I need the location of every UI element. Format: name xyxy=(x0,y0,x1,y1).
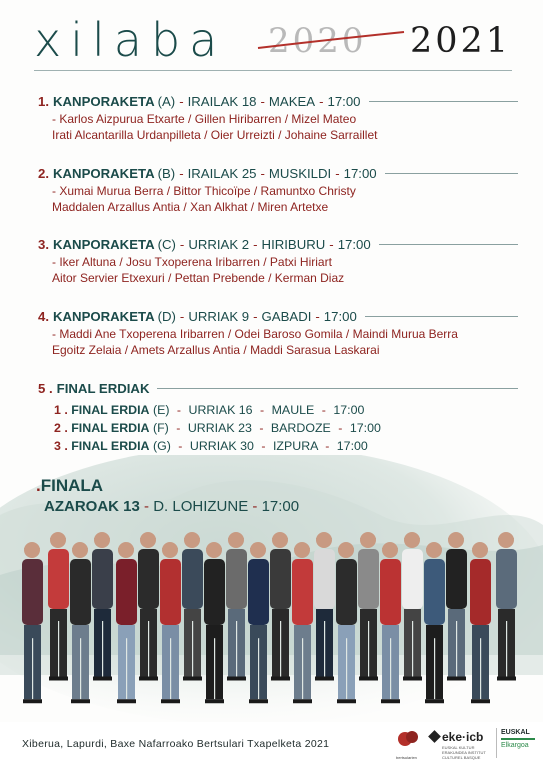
person-figure xyxy=(92,532,113,681)
round-place: MUSKILDI xyxy=(268,166,332,181)
person-shirt xyxy=(496,549,517,609)
person-shoes xyxy=(49,677,68,681)
person-shoes xyxy=(271,677,290,681)
person-head xyxy=(250,542,266,558)
semifinal-label: FINAL ERDIA xyxy=(71,421,150,435)
divider-line xyxy=(379,244,518,245)
person-head xyxy=(338,542,354,558)
person-head xyxy=(24,542,40,558)
round-letter: (C) xyxy=(157,237,176,252)
participants-line: Egoitz Zelaia / Amets Arzallus Antia / Maddi Sarasua Laskarai xyxy=(52,342,380,357)
person-head xyxy=(118,542,134,558)
round-place: MAKEA xyxy=(268,94,316,109)
person-shoes xyxy=(337,699,356,703)
person-shoes xyxy=(425,699,444,703)
round-label: KANPORAKETA xyxy=(53,166,155,181)
person-shirt xyxy=(22,559,43,625)
semifinal-e xyxy=(54,402,364,418)
person-shirt xyxy=(446,549,467,609)
divider-line xyxy=(385,173,518,174)
separator: - xyxy=(321,403,326,417)
person-leg-gap xyxy=(324,621,325,677)
person-leg-gap xyxy=(480,638,481,699)
person-figure xyxy=(70,542,91,703)
person-head xyxy=(498,532,514,548)
round-title xyxy=(38,93,518,110)
person-shirt xyxy=(116,559,137,625)
person-head xyxy=(94,532,110,548)
round-date: IRAILAK 25 xyxy=(187,166,257,181)
participants xyxy=(52,184,518,215)
person-shoes xyxy=(381,699,400,703)
bertsularien-logo-text: bertsularien xyxy=(396,755,417,760)
person-figure xyxy=(116,542,137,703)
separator: - xyxy=(260,94,265,109)
round-letter: (A) xyxy=(157,94,176,109)
person-figure xyxy=(402,532,423,681)
semifinal-place: IZPURA xyxy=(272,439,318,453)
person-shoes xyxy=(315,677,334,681)
person-leg-gap xyxy=(236,621,237,677)
person-shirt xyxy=(380,559,401,625)
round-title xyxy=(38,236,518,253)
person-shirt xyxy=(48,549,69,609)
separator: - xyxy=(176,421,181,435)
final-date: AZAROAK 13 xyxy=(44,498,140,515)
participants xyxy=(52,327,518,358)
person-figure xyxy=(446,532,467,681)
final-place: D. LOHIZUNE xyxy=(153,498,249,515)
person-shirt xyxy=(402,549,423,609)
round-number: 5 . xyxy=(38,381,53,396)
person-shirt xyxy=(270,549,291,609)
round-number: 3. xyxy=(38,237,49,252)
year-2021: 2021 xyxy=(410,21,512,61)
person-shoes xyxy=(249,699,268,703)
round-label: KANPORAKETA xyxy=(53,94,155,109)
round-title xyxy=(38,308,518,325)
separator: - xyxy=(325,439,330,453)
divider-line xyxy=(369,101,519,102)
round-place: HIRIBURU xyxy=(261,237,326,252)
person-leg-gap xyxy=(192,621,193,677)
semifinal-time: 17:00 xyxy=(349,421,381,435)
final-title xyxy=(36,476,103,496)
person-leg-gap xyxy=(368,621,369,677)
round-label: KANPORAKETA xyxy=(53,237,155,252)
person-leg-gap xyxy=(456,621,457,677)
final-dot: . xyxy=(36,476,41,495)
participants-line: - Maddi Ane Txoperena Iribarren / Odei Baroso Gomila / Maindi Murua Berra xyxy=(52,327,458,341)
separator: - xyxy=(253,309,258,324)
semifinals-label: FINAL ERDIAK xyxy=(56,381,150,396)
semifinal-label: FINAL ERDIA xyxy=(71,439,150,453)
separator: - xyxy=(335,166,340,181)
person-shoes xyxy=(139,677,158,681)
participants xyxy=(52,112,518,143)
person-shoes xyxy=(205,699,224,703)
person-figure xyxy=(270,532,291,681)
person-figure xyxy=(336,542,357,703)
bertsularien-logo-icon xyxy=(396,728,422,750)
person-figure xyxy=(138,532,159,681)
xilaba-logo: xilaba xyxy=(34,13,227,67)
person-figure xyxy=(182,532,203,681)
person-figure xyxy=(160,542,181,703)
person-head xyxy=(404,532,420,548)
round-letter: (D) xyxy=(157,309,176,324)
person-leg-gap xyxy=(126,638,127,699)
person-shirt xyxy=(160,559,181,625)
participants xyxy=(52,255,518,286)
separator: - xyxy=(178,439,183,453)
round-number: 2. xyxy=(38,166,49,181)
person-shirt xyxy=(358,549,379,609)
person-figure xyxy=(470,542,491,703)
round-b xyxy=(38,165,518,215)
eke-icb-logo xyxy=(430,728,490,758)
round-time: 17:00 xyxy=(343,166,377,181)
semifinal-number: 1 . xyxy=(54,403,68,417)
semifinal-letter: (G) xyxy=(152,439,171,453)
participants-line: - Xumai Murua Berra / Bittor Thicoïpe / Ramuntxo Christy xyxy=(52,184,356,198)
person-shoes xyxy=(471,699,490,703)
person-head xyxy=(316,532,332,548)
person-leg-gap xyxy=(302,638,303,699)
round-place: GABADI xyxy=(261,309,312,324)
separator: - xyxy=(260,403,265,417)
semifinal-label: FINAL ERDIA xyxy=(71,403,150,417)
elkargoa-text: Elkargoa xyxy=(501,742,529,749)
divider-line xyxy=(157,388,518,389)
round-date: IRAILAK 18 xyxy=(187,94,257,109)
semifinals-header xyxy=(38,380,518,397)
person-shirt xyxy=(226,549,247,609)
separator: - xyxy=(179,94,184,109)
person-leg-gap xyxy=(390,638,391,699)
semifinal-place: BARDOZE xyxy=(270,421,331,435)
round-label: KANPORAKETA xyxy=(53,309,155,324)
round-time: 17:00 xyxy=(323,309,357,324)
person-head xyxy=(426,542,442,558)
bertsularien-logo xyxy=(396,728,422,758)
person-figure xyxy=(248,542,269,703)
semifinal-number: 2 . xyxy=(54,421,68,435)
person-shirt xyxy=(470,559,491,625)
footer-text: Xiberua, Lapurdi, Baxe Nafarroako Bertsulari Txapelketa 2021 xyxy=(22,738,330,750)
year-2020: 2020 xyxy=(268,21,367,61)
person-shoes xyxy=(183,677,202,681)
person-leg-gap xyxy=(258,638,259,699)
person-shoes xyxy=(403,677,422,681)
person-shirt xyxy=(204,559,225,625)
round-d xyxy=(38,308,518,358)
round-time: 17:00 xyxy=(337,237,371,252)
separator: - xyxy=(179,166,184,181)
separator: - xyxy=(179,237,185,252)
person-figure xyxy=(314,532,335,681)
person-shoes xyxy=(23,699,42,703)
final-details xyxy=(44,497,299,517)
separator: - xyxy=(259,421,264,435)
semifinal-date: URRIAK 30 xyxy=(189,439,254,453)
eke-logo-subtitle: EUSKAL KULTUR ERAKUNDEA INSTITUT CULTUREL BASQUE xyxy=(442,745,486,760)
person-figure xyxy=(48,532,69,681)
person-shirt xyxy=(182,549,203,609)
person-head xyxy=(140,532,156,548)
semifinal-letter: (E) xyxy=(152,403,170,417)
person-shoes xyxy=(447,677,466,681)
person-head xyxy=(184,532,200,548)
person-leg-gap xyxy=(58,621,59,677)
person-leg-gap xyxy=(170,638,171,699)
euskal-text: EUSKAL xyxy=(501,729,530,736)
person-shoes xyxy=(227,677,246,681)
person-shirt xyxy=(336,559,357,625)
separator: - xyxy=(176,403,182,417)
person-shoes xyxy=(93,677,112,681)
person-figure xyxy=(292,542,313,703)
person-shirt xyxy=(292,559,313,625)
semifinals-title xyxy=(38,380,518,397)
person-head xyxy=(472,542,488,558)
person-leg-gap xyxy=(506,621,507,677)
semifinal-g xyxy=(54,438,368,454)
person-shoes xyxy=(161,699,180,703)
person-head xyxy=(50,532,66,548)
semifinal-date: URRIAK 16 xyxy=(188,403,253,417)
person-leg-gap xyxy=(280,621,281,677)
round-date: URRIAK 9 xyxy=(188,309,250,324)
person-figure xyxy=(358,532,379,681)
round-number: 4. xyxy=(38,309,49,324)
round-title xyxy=(38,165,518,182)
person-head xyxy=(360,532,376,548)
separator: - xyxy=(253,237,258,252)
person-figure xyxy=(380,542,401,703)
semifinal-date: URRIAK 23 xyxy=(187,421,252,435)
separator: - xyxy=(260,166,265,181)
person-figure xyxy=(204,542,225,703)
person-shoes xyxy=(117,699,136,703)
round-c xyxy=(38,236,518,286)
separator: - xyxy=(319,94,324,109)
person-shirt xyxy=(314,549,335,609)
participants-line: - Karlos Aizpurua Etxarte / Gillen Hiribarren / Mizel Mateo xyxy=(52,112,357,126)
separator: - xyxy=(338,421,343,435)
person-head xyxy=(228,532,244,548)
participants-line: Maddalen Arzallus Antia / Xan Alkhat / Miren Artetxe xyxy=(52,199,329,214)
participants-line: Aitor Servier Etxexuri / Pettan Prebende / Kerman Diaz xyxy=(52,270,345,285)
round-a xyxy=(38,93,518,143)
semifinal-letter: (F) xyxy=(152,421,169,435)
person-shoes xyxy=(71,699,90,703)
person-leg-gap xyxy=(412,621,413,677)
round-date: URRIAK 2 xyxy=(188,237,250,252)
participants-line: - Iker Altuna / Josu Txoperena Iribarren / Patxi Hiriart xyxy=(52,255,332,269)
round-number: 1. xyxy=(38,94,49,109)
header-divider xyxy=(34,70,512,71)
person-figure xyxy=(226,532,247,681)
person-head xyxy=(294,542,310,558)
semifinal-number: 3 . xyxy=(54,439,68,453)
person-leg-gap xyxy=(434,638,435,699)
person-head xyxy=(272,532,288,548)
person-head xyxy=(162,542,178,558)
person-shoes xyxy=(359,677,378,681)
eke-mark-icon xyxy=(428,730,441,743)
person-shirt xyxy=(92,549,113,609)
person-leg-gap xyxy=(214,638,215,699)
person-figure xyxy=(22,542,43,703)
person-head xyxy=(382,542,398,558)
final-label: FINALA xyxy=(40,476,104,495)
separator: - xyxy=(144,498,150,515)
person-leg-gap xyxy=(102,621,103,677)
semifinal-time: 17:00 xyxy=(333,403,365,417)
person-figure xyxy=(496,532,517,681)
person-shirt xyxy=(138,549,159,609)
semifinal-f xyxy=(54,420,381,436)
person-shirt xyxy=(424,559,445,625)
person-figure xyxy=(424,542,445,703)
person-head xyxy=(206,542,222,558)
person-leg-gap xyxy=(148,621,149,677)
semifinal-time: 17:00 xyxy=(336,439,368,453)
final-time: 17:00 xyxy=(261,498,300,515)
round-time: 17:00 xyxy=(327,94,361,109)
person-leg-gap xyxy=(32,638,33,699)
person-leg-gap xyxy=(80,638,81,699)
euskal-bar xyxy=(501,738,535,740)
semifinal-place: MAULE xyxy=(271,403,315,417)
strike-through-line xyxy=(256,18,406,58)
separator: - xyxy=(179,309,185,324)
participants-line: Irati Alcantarilla Urdanpilleta / Oier Urreizti / Johaine Sarraillet xyxy=(52,127,378,142)
person-head xyxy=(448,532,464,548)
person-shirt xyxy=(70,559,91,625)
person-shirt xyxy=(248,559,269,625)
divider-line xyxy=(365,316,518,317)
euskal-elkargoa-logo xyxy=(496,728,541,758)
person-leg-gap xyxy=(346,638,347,699)
separator: - xyxy=(329,237,334,252)
person-head xyxy=(72,542,88,558)
round-letter: (B) xyxy=(157,166,176,181)
eke-logo-text: eke·icb xyxy=(442,730,484,744)
separator: - xyxy=(261,439,266,453)
separator: - xyxy=(252,498,258,515)
separator: - xyxy=(315,309,320,324)
person-shoes xyxy=(497,677,516,681)
person-shoes xyxy=(293,699,312,703)
